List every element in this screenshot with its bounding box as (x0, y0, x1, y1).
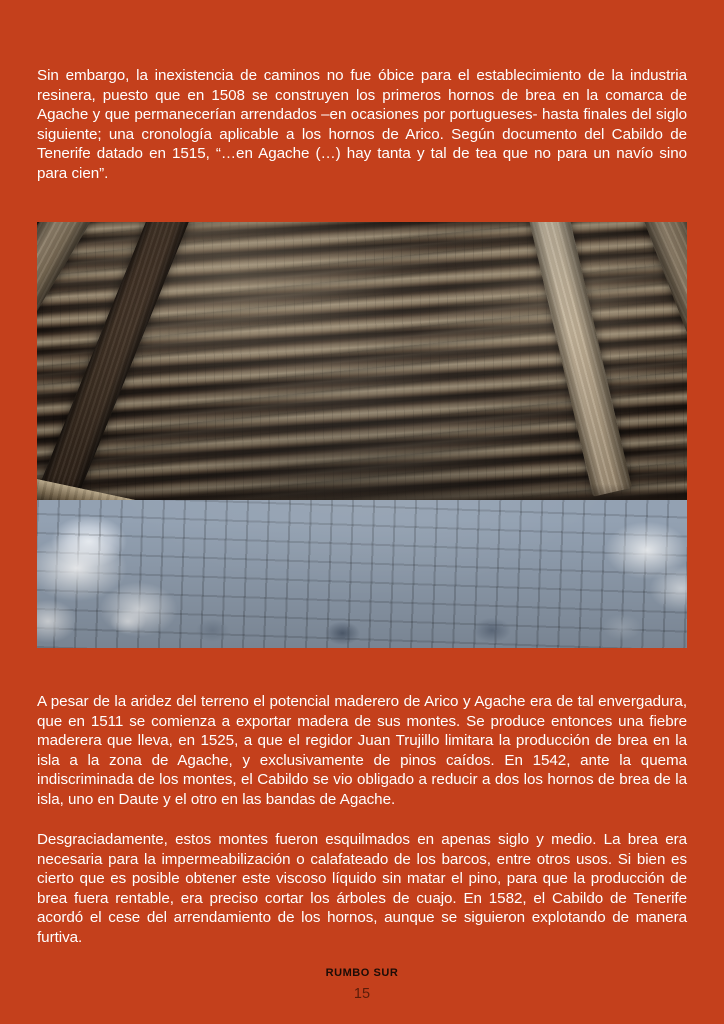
footer-publication-title: RUMBO SUR (325, 967, 399, 979)
body-paragraph-1: A pesar de la aridez del terreno el potencial maderero de Arico y Agache era de tal envergadura, que en 1511 se comienza a exportar madera de sus montes. Se produce entonces una fiebre maderera que lleva, en 1525, a que el regidor Juan Trujillo limitara la producción de brea en la isla a la zona de Agache, y exclusivamente de pinos caídos. En 1542, ante la quema indiscriminada de los montes, el Cabildo se vio obligado a reducir a dos los hornos de brea de la isla, uno en Daute y el otro en las bandas de Agache. (37, 693, 687, 808)
intro-paragraph: Sin embargo, la inexistencia de caminos no fue óbice para el establecimiento de la industria resinera, puesto que en 1508 se construyen los primeros hornos de brea en la comarca de Agache y que permanecerían arrendados –en ocasiones por portugueses- hasta finales del siglo siguiente; una cronología aplicable a los hornos de Arico. Según documento del Cabildo de Tenerife datado en 1515, “…en Agache (…) hay tanta y tal de tea que no para un navío sino para cien”. (37, 67, 687, 182)
photo-image (37, 222, 687, 648)
footer-page-number: 15 (353, 986, 371, 1002)
body-paragraph-2: Desgraciadamente, estos montes fueron esquilmados en apenas siglo y medio. La brea era necesaria para la impermeabilización o calafateado de los barcos, entre otros usos. Si bien es cierto que es posible obtener este viscoso líquido sin matar el pino, para que la producción de brea fuera rentable, era preciso cortar los árboles de cuajo. En 1582, el Cabildo de Tenerife acordó el cese del arrendamiento de los hornos, aunque se siguieron explotando de manera furtiva. (37, 831, 687, 946)
photo-stone-highlight-left (37, 500, 258, 648)
photo-stone-highlight-right (544, 500, 687, 648)
article-photograph (37, 222, 687, 648)
page-footer (37, 966, 687, 1003)
page-content-column (37, 0, 687, 1024)
